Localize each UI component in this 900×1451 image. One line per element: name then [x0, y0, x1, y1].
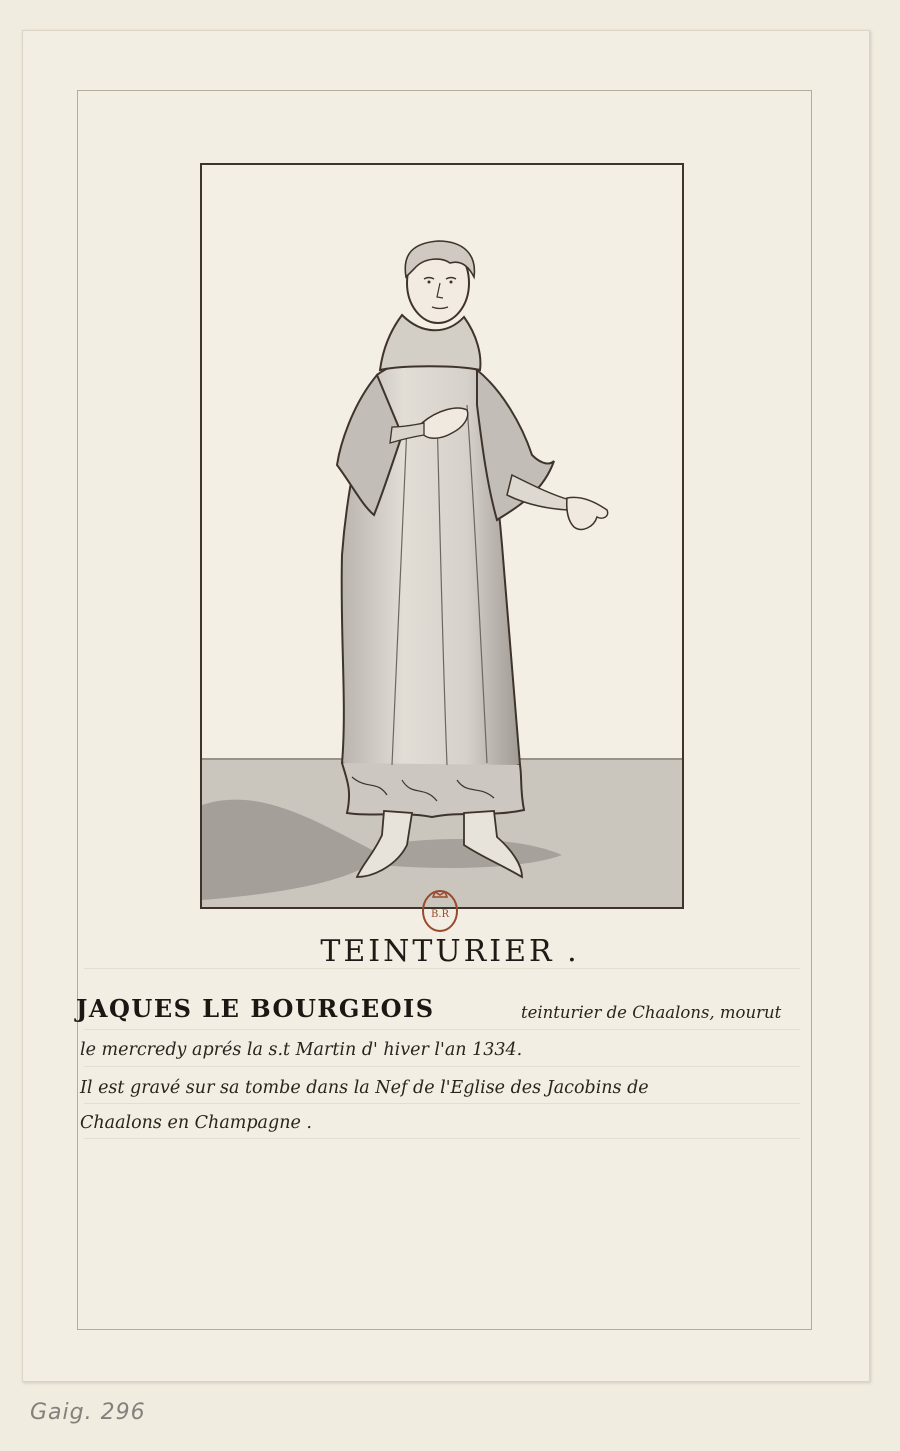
- caption-line-1: teinturier de Chaalons, mourut: [521, 1003, 782, 1022]
- guide-line: [84, 1066, 800, 1067]
- svg-text:B.R: B.R: [430, 909, 450, 920]
- guide-line: [84, 1138, 800, 1139]
- shelfmark-note: Gaig. 296: [30, 1400, 146, 1425]
- robe-hem: [342, 763, 524, 817]
- guide-line: [84, 1103, 800, 1104]
- caption-line-2: le mercredy aprés la s.t Martin d' hiver l'an 1334.: [80, 1040, 523, 1060]
- illustration-plate: [200, 163, 684, 909]
- hood: [380, 315, 480, 370]
- figure-drawing: [202, 165, 684, 909]
- caption-name: JAQUES LE BOURGEOIS: [76, 994, 435, 1023]
- guide-line: [84, 1029, 800, 1030]
- caption-line-3: Il est gravé sur sa tombe dans la Nef de l'Eglise des Jacobins de: [80, 1078, 649, 1098]
- caption-title: TEINTURIER .: [320, 934, 580, 969]
- caption-line-4: Chaalons en Champagne .: [80, 1113, 312, 1133]
- hand-outstretched: [567, 497, 608, 529]
- library-stamp: [420, 885, 460, 933]
